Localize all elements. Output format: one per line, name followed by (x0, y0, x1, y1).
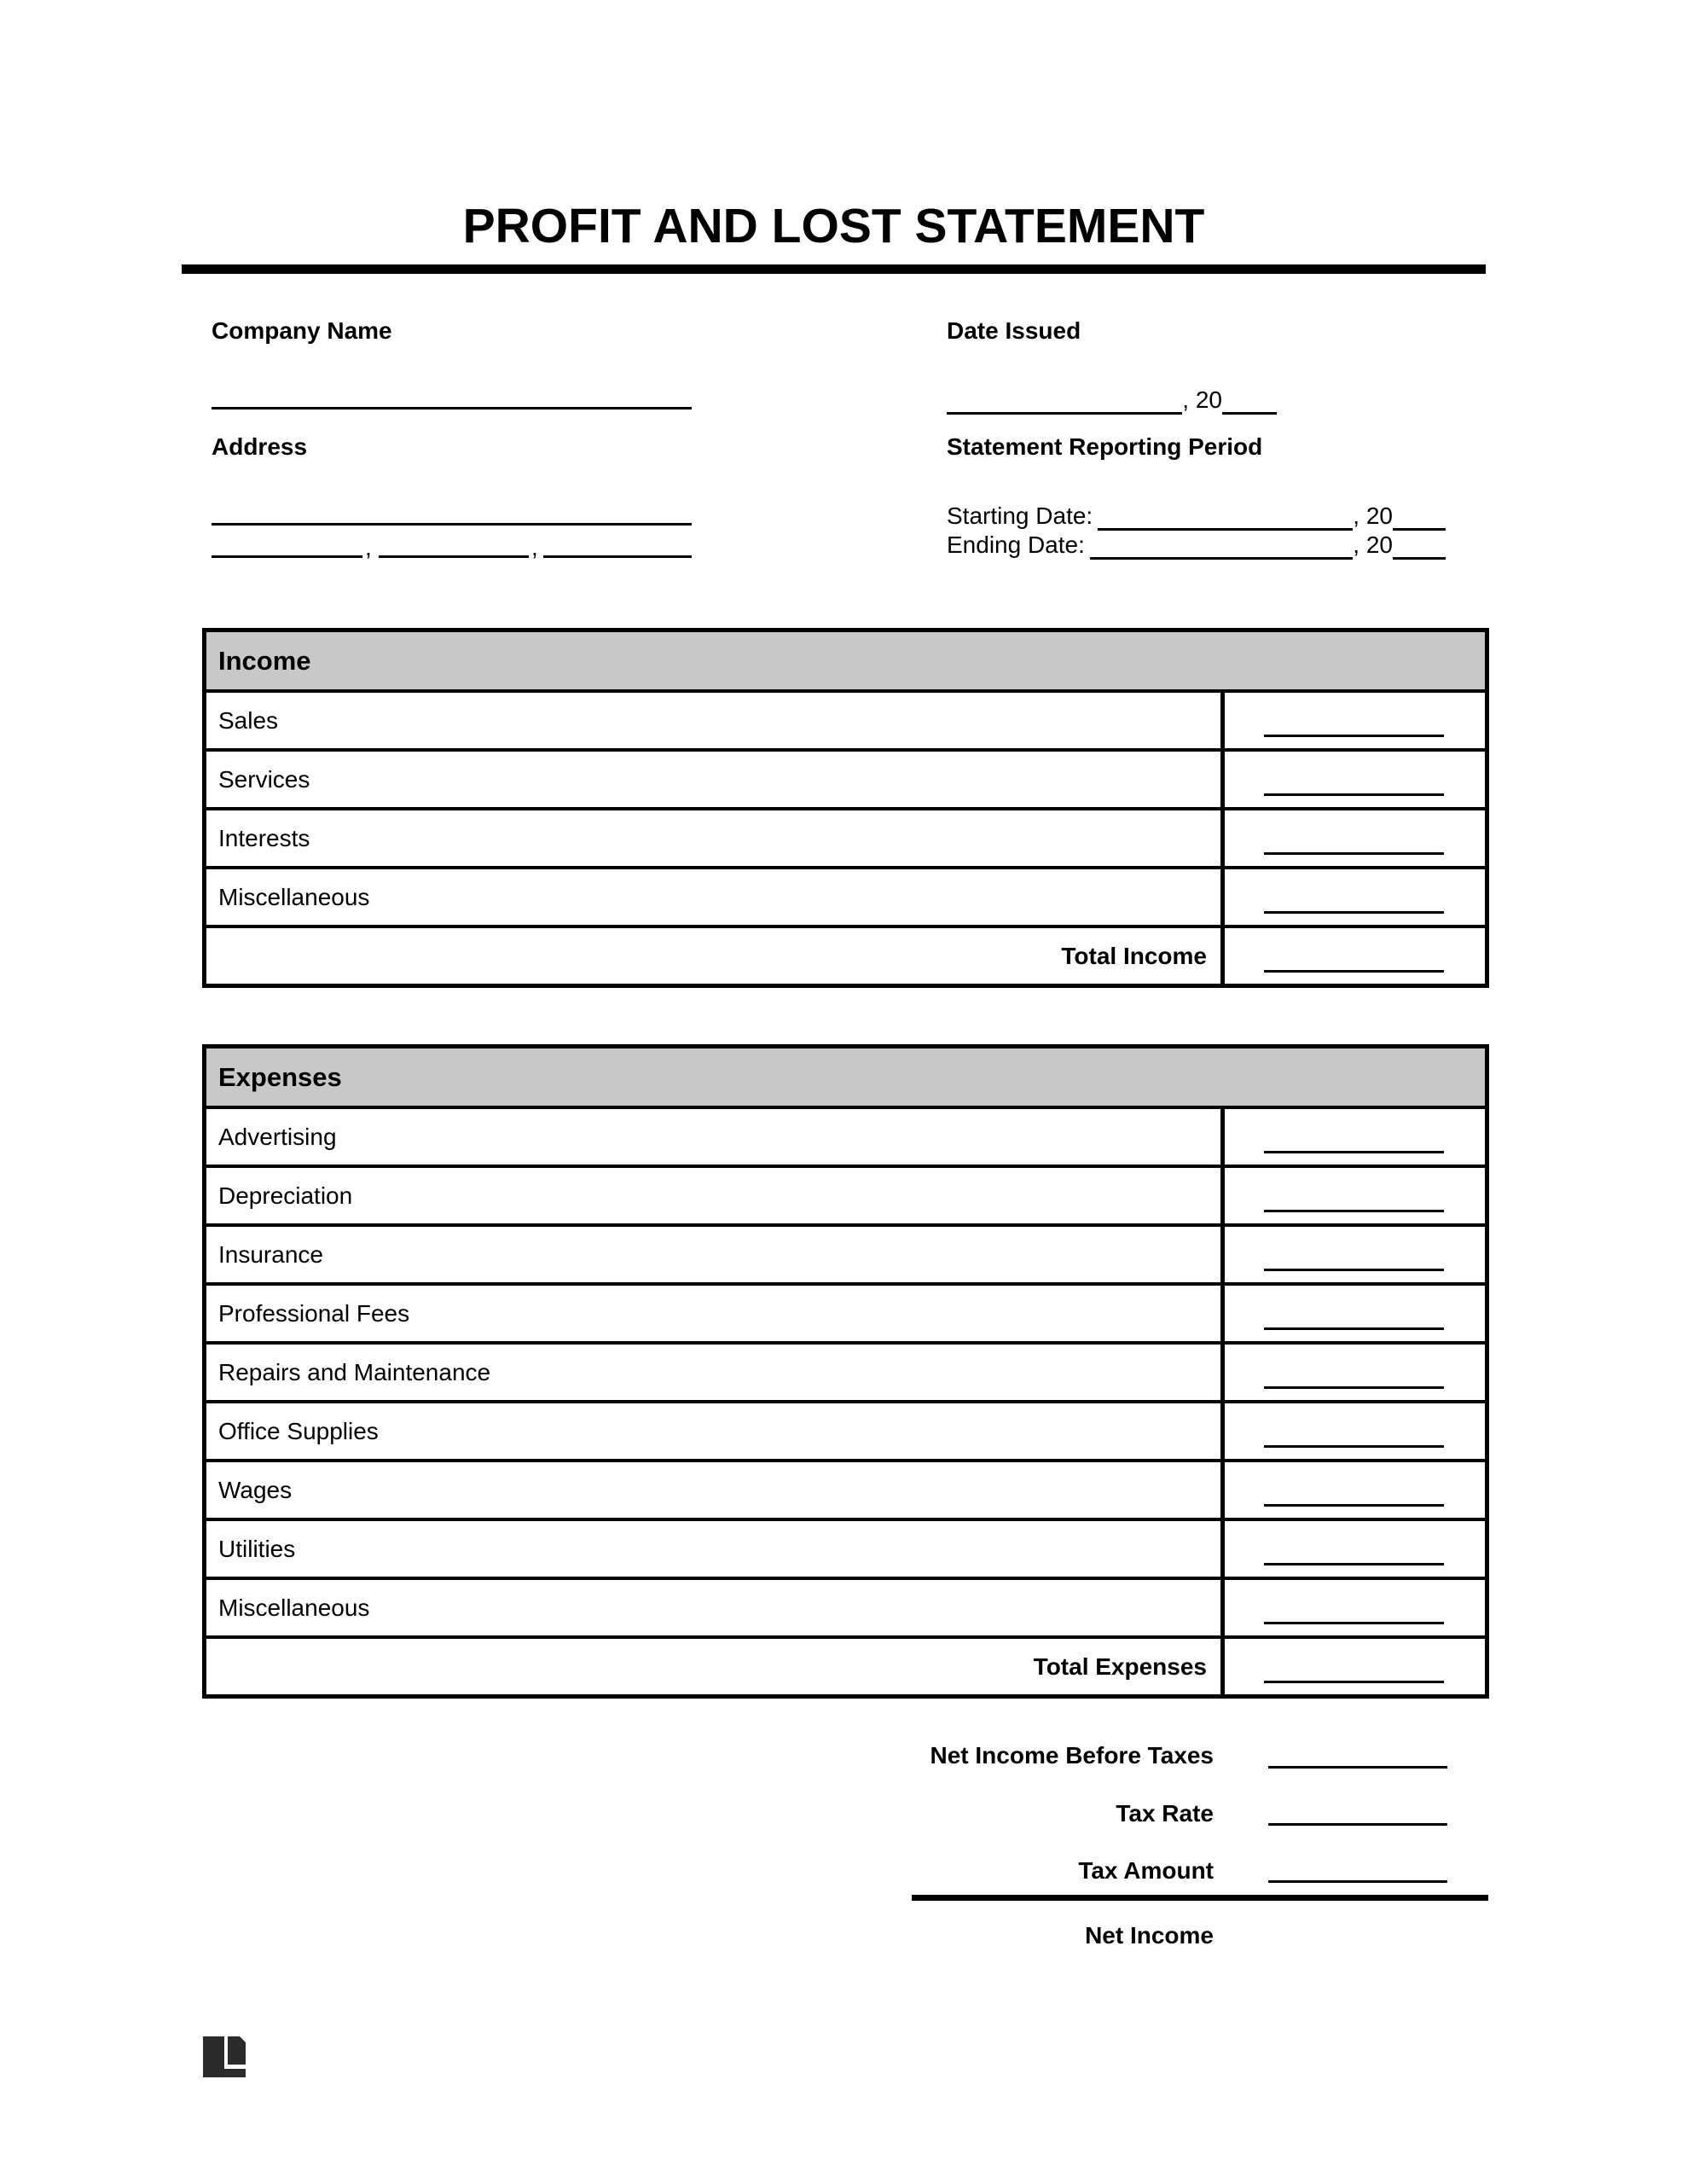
expenses-row-label: Repairs and Maintenance (218, 1358, 491, 1385)
expenses-row-insurance (206, 1223, 1485, 1282)
expenses-row-label: Depreciation (218, 1182, 353, 1209)
expenses-row-value-cell (1220, 1227, 1485, 1282)
income-table-header (206, 632, 1485, 693)
income-row-value-cell (1220, 693, 1485, 748)
income-row-label: Services (218, 765, 310, 793)
expenses-row-value-cell (1220, 1345, 1485, 1400)
expenses-row-advertising (206, 1109, 1485, 1165)
income-total-row (206, 925, 1485, 984)
repairs-maintenance-amount-field[interactable] (1264, 1386, 1444, 1389)
company-name-field[interactable] (212, 407, 692, 410)
income-total-value-cell (1220, 928, 1485, 984)
date-issued-year-field[interactable] (1222, 388, 1277, 415)
address-label: Address (212, 433, 308, 460)
depreciation-amount-field[interactable] (1264, 1210, 1444, 1212)
income-row-label: Sales (218, 706, 279, 734)
income-row-interests (206, 807, 1485, 866)
expenses-row-wages (206, 1459, 1485, 1518)
expenses-row-label: Office Supplies (218, 1417, 379, 1444)
expenses-row-value-cell (1220, 1109, 1485, 1165)
expenses-row-value-cell (1220, 1168, 1485, 1223)
total-income-label: Total Income (1061, 942, 1207, 969)
total-expenses-amount-field[interactable] (1264, 1681, 1444, 1683)
net-income-before-taxes-label: Net Income Before Taxes (930, 1742, 1214, 1769)
office-supplies-amount-field[interactable] (1264, 1445, 1444, 1448)
address-city-field[interactable] (212, 555, 362, 558)
expenses-miscellaneous-amount-field[interactable] (1264, 1622, 1444, 1624)
income-miscellaneous-amount-field[interactable] (1264, 911, 1444, 914)
starting-date-year-field[interactable] (1393, 504, 1446, 531)
expenses-row-label: Utilities (218, 1535, 296, 1562)
advertising-amount-field[interactable] (1264, 1151, 1444, 1153)
expenses-row-depreciation (206, 1165, 1485, 1223)
address-comma-1: , (365, 534, 372, 561)
expenses-total-value-cell (1220, 1639, 1485, 1694)
sales-amount-field[interactable] (1264, 735, 1444, 737)
starting-date-field[interactable] (1098, 504, 1353, 531)
date-issued-field[interactable] (947, 388, 1182, 415)
income-row-label: Miscellaneous (218, 883, 370, 910)
professional-fees-amount-field[interactable] (1264, 1327, 1444, 1330)
wages-amount-field[interactable] (1264, 1504, 1444, 1507)
address-comma-2: , (531, 534, 538, 561)
ending-date-year-prefix: , 20 (1353, 531, 1393, 558)
income-row-value-cell (1220, 752, 1485, 807)
legal-templates-logo-icon (203, 2036, 246, 2077)
starting-date-row (947, 502, 1446, 531)
expenses-header-label: Expenses (218, 1061, 342, 1092)
expenses-row-label: Miscellaneous (218, 1594, 370, 1621)
starting-date-label: Starting Date: (947, 502, 1093, 529)
income-row-services (206, 748, 1485, 807)
net-income-label: Net Income (1085, 1922, 1214, 1949)
income-row-value-cell (1220, 869, 1485, 925)
ending-date-field[interactable] (1090, 533, 1353, 560)
expenses-total-row (206, 1635, 1485, 1694)
title-divider-rule (182, 264, 1486, 274)
address-state-field[interactable] (379, 555, 529, 558)
expenses-row-value-cell (1220, 1286, 1485, 1341)
income-row-label: Interests (218, 824, 310, 851)
expenses-row-label: Wages (218, 1476, 293, 1503)
expenses-row-label: Professional Fees (218, 1299, 410, 1327)
ending-date-year-field[interactable] (1393, 533, 1446, 560)
starting-date-year-prefix: , 20 (1353, 502, 1393, 529)
tax-rate-label: Tax Rate (1116, 1800, 1214, 1827)
expenses-row-label: Insurance (218, 1240, 323, 1268)
expenses-row-office-supplies (206, 1400, 1485, 1459)
expenses-table-header (206, 1048, 1485, 1109)
ending-date-label: Ending Date: (947, 531, 1085, 558)
expenses-row-miscellaneous (206, 1577, 1485, 1635)
utilities-amount-field[interactable] (1264, 1563, 1444, 1565)
tax-amount-label: Tax Amount (1078, 1857, 1214, 1884)
expenses-row-value-cell (1220, 1521, 1485, 1577)
summary-total-rule (912, 1895, 1488, 1901)
services-amount-field[interactable] (1264, 793, 1444, 796)
interests-amount-field[interactable] (1264, 852, 1444, 855)
total-income-amount-field[interactable] (1264, 970, 1444, 973)
date-issued-year-prefix: , 20 (1182, 386, 1222, 413)
income-row-value-cell (1220, 810, 1485, 866)
income-row-miscellaneous (206, 866, 1485, 925)
expenses-row-value-cell (1220, 1580, 1485, 1635)
company-name-label: Company Name (212, 317, 392, 344)
total-expenses-label: Total Expenses (1033, 1653, 1207, 1680)
expenses-row-value-cell (1220, 1403, 1485, 1459)
expenses-row-label: Advertising (218, 1123, 337, 1150)
date-issued-row (947, 386, 1277, 415)
tax-amount-field[interactable] (1268, 1880, 1447, 1883)
net-income-before-taxes-field[interactable] (1268, 1766, 1447, 1769)
page-title: PROFIT AND LOST STATEMENT (462, 199, 1205, 253)
tax-rate-field[interactable] (1268, 1823, 1447, 1826)
expenses-row-professional-fees (206, 1282, 1485, 1341)
date-issued-label: Date Issued (947, 317, 1081, 344)
income-table (202, 628, 1489, 988)
expenses-row-utilities (206, 1518, 1485, 1577)
expenses-table (202, 1044, 1489, 1699)
expenses-row-repairs-maintenance (206, 1341, 1485, 1400)
address-line1-field[interactable] (212, 523, 692, 526)
insurance-amount-field[interactable] (1264, 1269, 1444, 1271)
ending-date-row (947, 531, 1446, 560)
reporting-period-label: Statement Reporting Period (947, 433, 1263, 460)
income-row-sales (206, 693, 1485, 748)
income-header-label: Income (218, 645, 311, 676)
expenses-row-value-cell (1220, 1462, 1485, 1518)
address-zip-field[interactable] (543, 555, 692, 558)
